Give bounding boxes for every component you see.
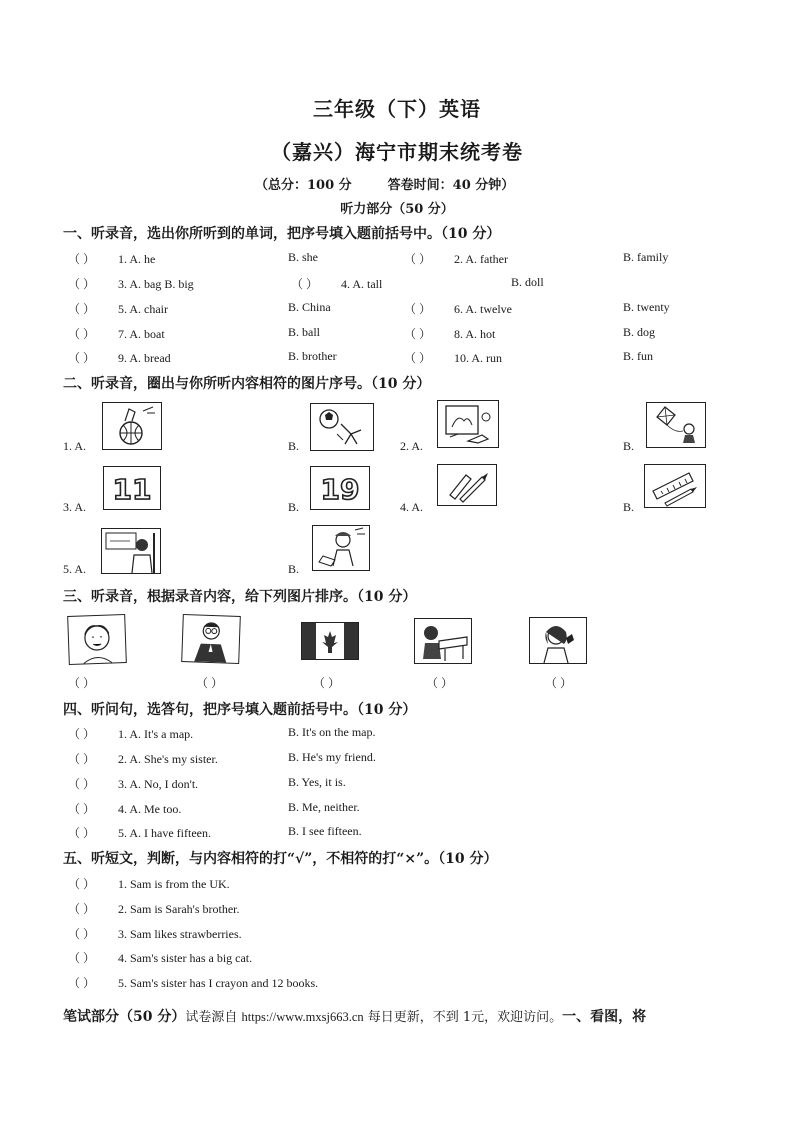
picture-label: B.: [288, 500, 300, 514]
option: 5. A. chair: [118, 302, 168, 316]
section-4-heading: 四、听问句，选答句，把序号填入题前括号中。（10 分）: [63, 702, 417, 718]
number-11-text: 11: [112, 473, 152, 506]
picture-label: B.: [623, 439, 635, 453]
answer-blank[interactable]: （ ）: [68, 351, 96, 365]
answer-blank[interactable]: （ ）: [68, 727, 96, 741]
option: 8. A. hot: [454, 327, 496, 341]
picture-label: 2. A.: [400, 439, 424, 453]
section-2-heading: 二、听录音，圈出与你所听内容相符的图片序号。（10 分）: [63, 376, 431, 392]
number-19-picture[interactable]: [310, 466, 370, 510]
part1-row: [0, 349, 794, 369]
option: 4. A. tall: [341, 277, 383, 291]
basketball-picture[interactable]: [102, 402, 162, 450]
option: 4. A. Me too.: [118, 802, 182, 816]
option: B. doll: [511, 275, 544, 289]
girl-phone-picture[interactable]: [529, 617, 587, 664]
option: B. family: [623, 250, 669, 264]
teacher-picture[interactable]: [101, 528, 161, 574]
answer-blank[interactable]: （ ）: [68, 802, 96, 816]
source-note: 每日更新，不到 1元，欢迎访问。: [367, 1010, 563, 1025]
girl-reading-picture[interactable]: [312, 525, 370, 571]
part5-row: [0, 900, 794, 920]
source-link[interactable]: https://www.mxsj663.cn: [241, 1010, 364, 1024]
order-blank[interactable]: （ ）: [68, 676, 96, 690]
answer-blank[interactable]: （ ）: [404, 302, 432, 316]
part4-row: [0, 775, 794, 795]
part4-row: [0, 800, 794, 820]
kite-picture[interactable]: [646, 402, 706, 448]
picture-label: B.: [623, 500, 635, 514]
number-11-picture[interactable]: [103, 466, 161, 510]
source-text: 试卷源自: [185, 1010, 238, 1025]
statement: 1. Sam is from the UK.: [118, 877, 230, 891]
grandma-picture[interactable]: [67, 614, 127, 665]
exam-title: 三年级（下）英语: [313, 97, 481, 121]
option: B. ball: [288, 325, 320, 339]
section-5-heading: 五、听短文，判断，与内容相符的打“√”，不相符的打“×”。（10 分）: [63, 851, 498, 867]
part4-row: [0, 725, 794, 745]
ruler-pencil-picture[interactable]: [644, 464, 706, 508]
part5-row: [0, 925, 794, 945]
option: 9. A. bread: [118, 351, 171, 365]
option: B. twenty: [623, 300, 670, 314]
part5-row: [0, 974, 794, 994]
exam-subtitle: （嘉兴）海宁市期末统考卷: [271, 140, 523, 164]
option: 2. A. father: [454, 252, 508, 266]
answer-blank[interactable]: （ ）: [68, 976, 96, 990]
option: B. Me, neither.: [288, 800, 360, 814]
drawing-picture[interactable]: [437, 400, 499, 448]
option: B. fun: [623, 349, 653, 363]
answer-blank[interactable]: （ ）: [404, 351, 432, 365]
section-3-heading: 三、听录音，根据录音内容，给下列图片排序。（10 分）: [63, 589, 417, 605]
option: 1. A. he: [118, 252, 156, 266]
part1-row: [0, 300, 794, 320]
part5-row: [0, 875, 794, 895]
answer-blank[interactable]: （ ）: [404, 252, 432, 266]
picture-label: 3. A.: [63, 500, 87, 514]
picture-label: B.: [288, 562, 300, 576]
option: B. He's my friend.: [288, 750, 376, 764]
option: 5. A. I have fifteen.: [118, 826, 211, 840]
answer-blank[interactable]: （ ）: [68, 877, 96, 891]
exam-meta: [255, 174, 550, 193]
answer-blank[interactable]: （ ）: [291, 277, 319, 291]
option: B. I see fifteen.: [288, 824, 362, 838]
part5-row: [0, 949, 794, 969]
part1-row: [0, 325, 794, 345]
statement: 2. Sam is Sarah's brother.: [118, 902, 240, 916]
option: 3. A. bag B. big: [118, 277, 194, 291]
written-part-line: [63, 1006, 646, 1026]
answer-blank[interactable]: （ ）: [68, 752, 96, 766]
option: 6. A. twelve: [454, 302, 512, 316]
total-score: （总分：100 分: [255, 178, 352, 193]
option: B. Yes, it is.: [288, 775, 346, 789]
answer-blank[interactable]: （ ）: [404, 327, 432, 341]
option: B. dog: [623, 325, 656, 339]
answer-blank[interactable]: （ ）: [68, 302, 96, 316]
answer-blank[interactable]: （ ）: [68, 927, 96, 941]
football-picture[interactable]: [310, 403, 374, 451]
exam-time: 答卷时间：40 分钟）: [387, 178, 515, 193]
order-blank[interactable]: （ ）: [196, 676, 224, 690]
number-19-text: 19: [320, 473, 360, 506]
answer-blank[interactable]: （ ）: [68, 252, 96, 266]
option: B. she: [288, 250, 318, 264]
answer-blank[interactable]: （ ）: [68, 327, 96, 341]
answer-blank[interactable]: （ ）: [68, 902, 96, 916]
answer-blank[interactable]: （ ）: [68, 951, 96, 965]
option: 3. A. No, I don't.: [118, 777, 199, 791]
man-glasses-picture[interactable]: [181, 614, 241, 664]
part4-row: [0, 824, 794, 844]
order-blank[interactable]: （ ）: [545, 676, 573, 690]
option: B. China: [288, 300, 331, 314]
answer-blank[interactable]: （ ）: [68, 277, 96, 291]
statement: 5. Sam's sister has I crayon and 12 books.: [118, 976, 319, 990]
written-part-heading: 笔试部分（50 分）: [63, 1009, 186, 1025]
option: 7. A. boat: [118, 327, 165, 341]
option: 2. A. She's my sister.: [118, 752, 218, 766]
pencil-ruler-picture[interactable]: [437, 464, 497, 506]
canada-flag-picture[interactable]: [301, 622, 359, 660]
section-1-heading: 一、听录音，选出你所听到的单词，把序号填入题前括号中。（10 分）: [63, 226, 501, 242]
written-part-1-heading: 一、看图，将: [562, 1009, 647, 1025]
student-desk-picture[interactable]: [414, 618, 472, 664]
statement: 3. Sam likes strawberries.: [118, 927, 242, 941]
part4-row: [0, 750, 794, 770]
order-blank[interactable]: （ ）: [313, 676, 341, 690]
picture-label: 5. A.: [63, 562, 87, 576]
option: 1. A. It's a map.: [118, 727, 194, 741]
option: 10. A. run: [454, 351, 502, 365]
answer-blank[interactable]: （ ）: [68, 826, 96, 840]
statement: 4. Sam's sister has a big cat.: [118, 951, 253, 965]
picture-label: B.: [288, 439, 300, 453]
part1-row: [0, 275, 794, 295]
option: B. It's on the map.: [288, 725, 376, 739]
listening-heading: 听力部分（50 分）: [340, 202, 454, 217]
answer-blank[interactable]: （ ）: [68, 777, 96, 791]
option: B. brother: [288, 349, 337, 363]
order-blank[interactable]: （ ）: [426, 676, 454, 690]
picture-label: 4. A.: [400, 500, 424, 514]
picture-label: 1. A.: [63, 439, 87, 453]
part1-row: [0, 250, 794, 270]
